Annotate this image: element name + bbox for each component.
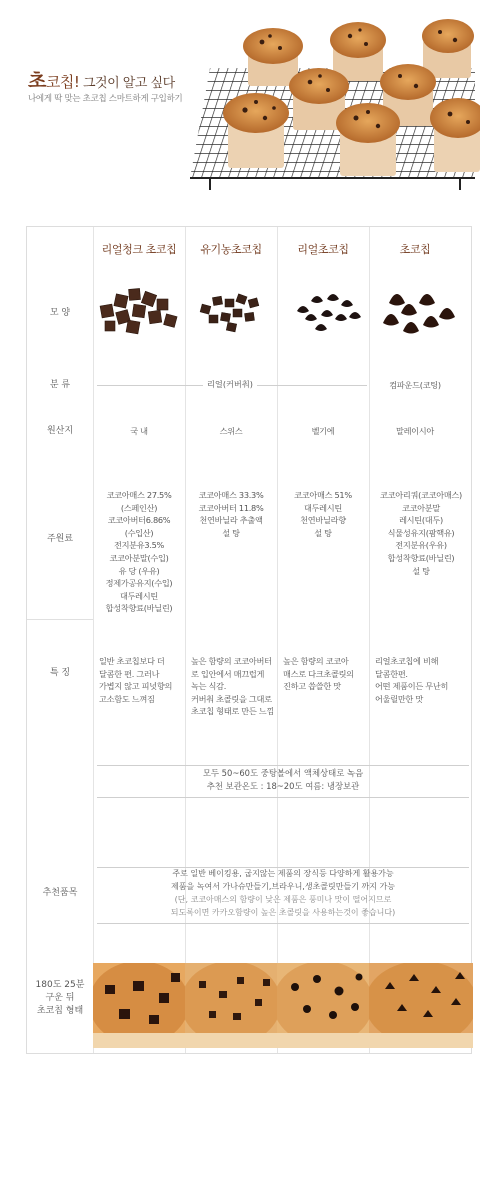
ingredients-real bbox=[277, 489, 369, 539]
ingredient-item: 설 탕 bbox=[222, 527, 240, 538]
ingredients-choco-chip bbox=[369, 489, 473, 577]
feature-line: 어울릴만한 맛 bbox=[375, 693, 423, 704]
baked-muffin-organic-image bbox=[185, 963, 277, 1048]
feature-line: 가볍지 않고 피넛향의 bbox=[99, 681, 173, 692]
row-label-baked bbox=[27, 979, 93, 1018]
chunk-chips-image bbox=[93, 283, 185, 339]
ingredients-real-chunk bbox=[93, 489, 185, 615]
baked-muffin-real-image bbox=[277, 963, 369, 1048]
ingredient-item: 합성착향료(바닐린) bbox=[105, 603, 173, 614]
baked-label-line: 구운 뒤 bbox=[45, 993, 75, 1003]
ingredient-item: 설 탕 bbox=[412, 565, 430, 576]
column-divider bbox=[277, 227, 278, 1053]
page-title bbox=[28, 66, 175, 93]
column-divider bbox=[369, 227, 370, 1053]
row-divider bbox=[27, 619, 93, 620]
feature-line: 일반 초코칩보다 더 bbox=[99, 656, 165, 666]
features-real bbox=[277, 655, 369, 693]
baked-label-line: 180도 25분 bbox=[35, 980, 85, 990]
ingredient-item: (수입산) bbox=[124, 527, 154, 538]
row-label-features: 특 징 bbox=[49, 668, 71, 678]
baked-muffin-choco-chip-image bbox=[369, 963, 473, 1048]
ingredient-item: 유 당 (우유) bbox=[118, 565, 160, 576]
origin-choco-chip: 말레이시아 bbox=[395, 426, 435, 436]
ingredient-item: 코코아매스 51% bbox=[294, 490, 352, 500]
row-label-shape: 모 양 bbox=[49, 308, 71, 318]
column-divider bbox=[185, 227, 186, 1053]
baked-label-line: 초코칩 형태 bbox=[36, 1006, 84, 1016]
ingredient-item: 천연바닐라 추출액 bbox=[199, 515, 263, 526]
row-label-origin: 원산지 bbox=[46, 426, 74, 436]
melting-info bbox=[93, 767, 473, 793]
ingredient-item: 천연바닐라향 bbox=[300, 515, 346, 526]
column-header-real: 리얼초코칩 bbox=[297, 243, 349, 256]
ingredient-item: 코코아분말(수입) bbox=[109, 552, 169, 563]
ingredient-item: 코코아버터 11.8% bbox=[198, 502, 264, 513]
choco-chips-image bbox=[369, 283, 473, 339]
ingredient-item: (스페인산) bbox=[120, 502, 158, 513]
category-real: 리얼(커버춰) bbox=[203, 379, 257, 390]
real-chips-image bbox=[277, 287, 369, 337]
recommended-note: (단, 코코아매스의 함량이 낮은 제품은 풍미나 맛이 떨어지므로 bbox=[174, 895, 392, 904]
category-compound: 컴파운드(코팅) bbox=[389, 380, 441, 390]
melting-span-line-top bbox=[97, 765, 469, 766]
ingredient-item: 전지분유3.5% bbox=[113, 540, 165, 551]
melting-span-line-bottom bbox=[97, 797, 469, 798]
feature-line: 녹는 식감. bbox=[191, 681, 227, 692]
feature-line: 진하고 씁쓸한 맛 bbox=[283, 681, 341, 692]
features-real-chunk bbox=[93, 655, 185, 705]
ingredient-item: 코코아리쿼(코코아매스) bbox=[380, 490, 462, 500]
feature-line: 매스로 다크초콜릿의 bbox=[283, 668, 354, 679]
comparison-table bbox=[26, 226, 472, 1054]
recommended-span-line-bottom bbox=[97, 923, 469, 924]
feature-line: 리얼초코칩에 비해 bbox=[375, 656, 439, 666]
muffins-on-rack-image bbox=[190, 18, 480, 193]
ingredient-item: 코코아매스 33.3% bbox=[198, 490, 264, 500]
title-rest: 그것이 알고 싶다 bbox=[79, 76, 175, 91]
ingredient-item: 대두레시틴 bbox=[119, 590, 159, 601]
ingredient-item: 레시틴(대두) bbox=[399, 515, 443, 526]
ingredient-item: 설 탕 bbox=[314, 527, 332, 538]
feature-line: 어떤 제품이든 무난히 bbox=[375, 681, 449, 692]
features-choco-chip bbox=[369, 655, 473, 705]
row-label-category: 분 류 bbox=[49, 380, 71, 390]
ingredients-organic bbox=[185, 489, 277, 539]
row-label-recommended: 추천품목 bbox=[42, 888, 78, 898]
recommended-line: 제품을 녹여서 가나슈만들기,브라우니,생초콜릿만들기 까지 가능 bbox=[171, 882, 395, 891]
column-header-real-chunk: 리얼청크 초코칩 bbox=[101, 243, 177, 256]
ingredient-item: 코코아버터6.86% bbox=[107, 515, 171, 526]
feature-line: 높은 함량의 코코아버터 bbox=[191, 656, 272, 666]
melting-line: 모두 50~60도 중탕볼에서 액체상태로 녹음 bbox=[202, 768, 364, 778]
column-header-choco-chip: 초코칩 bbox=[399, 243, 431, 256]
ingredient-item: 대두레시틴 bbox=[303, 502, 343, 513]
ingredient-item: 정제가공유지(수입) bbox=[105, 578, 173, 589]
recommended-line: 주로 일반 베이킹용, 굽지않는 제품의 장식등 다양하게 활용가능 bbox=[172, 869, 394, 878]
features-organic bbox=[185, 655, 277, 718]
baked-muffin-real-chunk-image bbox=[93, 963, 185, 1048]
origin-real: 벨기에 bbox=[311, 426, 335, 436]
ingredient-item: 식물성유지(팜핵유) bbox=[387, 527, 455, 538]
page-subtitle: 나에게 딱 맞는 초코칩 스마트하게 구입하기 bbox=[28, 94, 183, 104]
feature-line: 달콤한편. bbox=[375, 668, 408, 679]
feature-line: 달콤한 편. 그러나 bbox=[99, 668, 160, 679]
storage-line: 추천 보관온도 : 18~20도 여름: 냉장보관 bbox=[206, 781, 360, 791]
feature-line: 로 입안에서 매끄럽게 bbox=[191, 668, 265, 679]
column-header-organic: 유기농초코칩 bbox=[200, 243, 262, 256]
ingredient-item: 전지분유(우유) bbox=[395, 540, 447, 551]
ingredient-item: 합성착향료(바닐린) bbox=[387, 552, 455, 563]
recommended-info bbox=[97, 867, 469, 919]
organic-chips-image bbox=[185, 287, 277, 337]
ingredient-item: 코코아분말 bbox=[401, 502, 441, 513]
feature-line: 높은 함량의 코코아 bbox=[283, 656, 349, 666]
feature-line: 고소함도 느껴짐 bbox=[99, 693, 155, 704]
feature-line: 커버춰 초콜릿을 그대로 bbox=[191, 693, 272, 704]
title-first-char: 초 bbox=[28, 70, 46, 92]
recommended-note: 되도록이면 카카오함량이 높은 초콜릿을 사용하는것이 좋습니다) bbox=[170, 908, 396, 917]
feature-line: 초코칩 형태로 만든 느낌 bbox=[191, 706, 274, 717]
origin-real-chunk: 국 내 bbox=[130, 426, 148, 436]
row-label-ingredients: 주원료 bbox=[46, 534, 74, 544]
title-mid: 코칩! bbox=[45, 73, 80, 91]
origin-organic: 스위스 bbox=[219, 426, 243, 436]
ingredient-item: 코코아매스 27.5% bbox=[106, 490, 172, 500]
column-divider bbox=[93, 227, 94, 1053]
